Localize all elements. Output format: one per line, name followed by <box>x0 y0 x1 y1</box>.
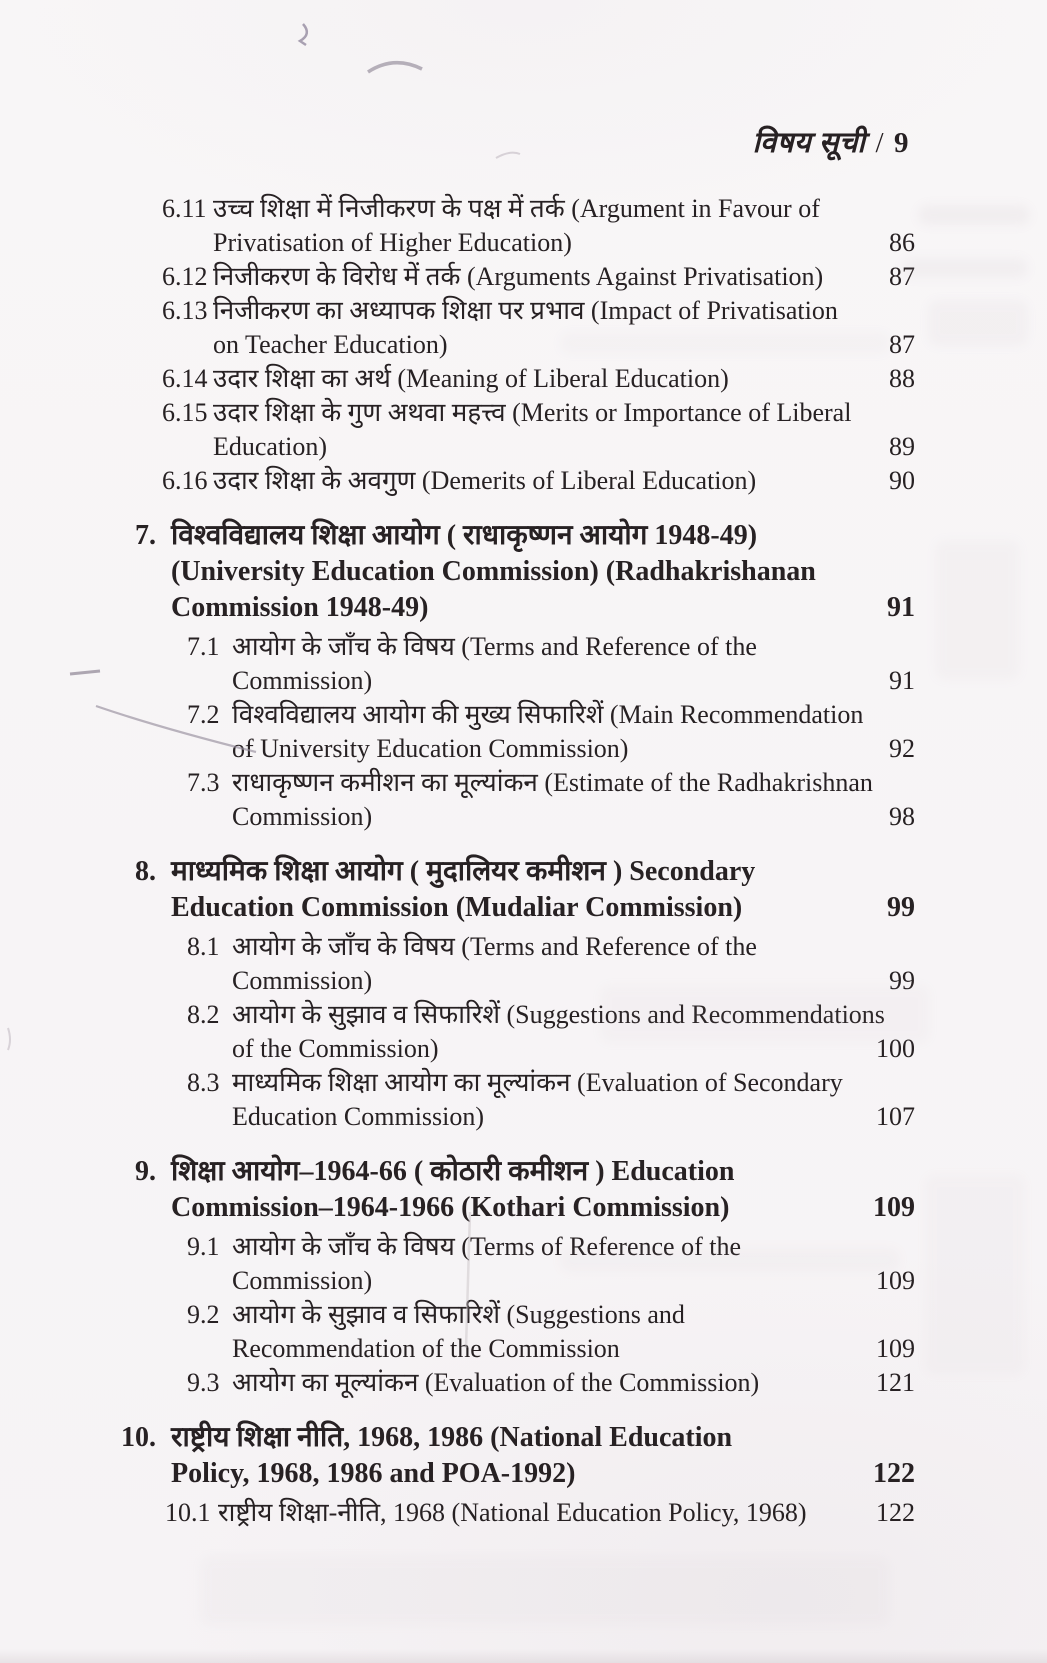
toc-entry-8.2 <box>135 998 915 1066</box>
toc-entry-8.1 <box>135 930 915 998</box>
toc-entry-line: on Teacher Education) <box>213 330 448 359</box>
bleed-through-artifact <box>928 300 1028 346</box>
toc-entry-6.11 <box>135 192 915 260</box>
toc-entry-line: माध्यमिक शिक्षा आयोग का मूल्यांकन (Evaluation of Secondary <box>232 1068 843 1097</box>
toc-entry-number: 7.2 <box>187 700 220 729</box>
toc-entry-6.12 <box>135 260 915 294</box>
toc-entry-page: 88 <box>889 364 915 393</box>
bleed-through-artifact <box>200 1556 890 1626</box>
toc-entry-line: उदार शिक्षा का अर्थ (Meaning of Liberal Education) <box>213 364 729 393</box>
toc-entry-7.3 <box>135 766 915 834</box>
running-head <box>752 122 909 161</box>
toc-entry-line: निजीकरण के विरोध में तर्क (Arguments Against Privatisation) <box>213 262 824 291</box>
toc-entry-line: विश्वविद्यालय आयोग की मुख्य सिफारिशें (Main Recommendation <box>232 700 864 729</box>
toc-entry-number: 8.3 <box>187 1068 220 1097</box>
toc-entry-number: 8. <box>135 856 156 887</box>
toc-entry-line: (University Education Commission) (Radhakrishanan <box>171 556 816 587</box>
toc-entry-number: 6.15 <box>162 398 208 427</box>
toc-entry-number: 9. <box>135 1156 156 1187</box>
toc-entry-page: 121 <box>876 1368 915 1397</box>
toc-entry-line: Commission) <box>232 802 373 831</box>
toc-entry-page: 92 <box>889 734 915 763</box>
toc-entry-page: 99 <box>889 966 915 995</box>
toc-entry-line: Commission–1964-1966 (Kothari Commission) <box>171 1192 730 1223</box>
toc-entry-number: 7.1 <box>187 632 220 661</box>
toc-entry-page: 91 <box>889 666 915 695</box>
toc-entry-6.14 <box>135 362 915 396</box>
toc-entry-page: 87 <box>889 330 915 359</box>
toc-entry-number: 9.1 <box>187 1232 220 1261</box>
toc-entry-page: 107 <box>876 1102 915 1131</box>
toc-entry-line: उदार शिक्षा के गुण अथवा महत्त्व (Merits or Importance of Liberal <box>213 398 852 427</box>
bleed-through-artifact <box>935 540 1020 680</box>
toc-entry-7 <box>135 518 915 626</box>
toc-entry-line: Commission) <box>232 966 373 995</box>
toc-entry-line: Education) <box>213 432 328 461</box>
toc-entry-line: आयोग के सुझाव व सिफारिशें (Suggestions and <box>232 1300 685 1329</box>
toc-entry-line: Privatisation of Higher Education) <box>213 228 572 257</box>
toc-entry-line: Policy, 1968, 1986 and POA-1992) <box>171 1458 576 1489</box>
toc-list <box>121 192 915 1530</box>
toc-entry-line: राधाकृष्णन कमीशन का मूल्यांकन (Estimate of the Radhakrishnan <box>232 768 873 797</box>
toc-entry-line: उच्च शिक्षा में निजीकरण के पक्ष में तर्क (Argument in Favour of <box>213 194 820 223</box>
toc-entry-number: 6.11 <box>162 194 207 223</box>
toc-entry-page: 87 <box>889 262 915 291</box>
toc-entry-6.13 <box>135 294 915 362</box>
toc-entry-line: आयोग के जाँच के विषय (Terms of Reference of the <box>232 1232 741 1261</box>
bleed-through-artifact <box>902 258 1028 278</box>
toc-entry-line: Education Commission (Mudaliar Commission) <box>171 892 743 923</box>
toc-entry-line: शिक्षा आयोग–1964-66 ( कोठारी कमीशन ) Education <box>171 1156 735 1187</box>
toc-entry-number: 10.1 <box>165 1498 211 1527</box>
toc-entry-page: 98 <box>889 802 915 831</box>
toc-entry-line: Recommendation of the Commission <box>232 1334 620 1363</box>
toc-entry-line: निजीकरण का अध्यापक शिक्षा पर प्रभाव (Impact of Privatisation <box>213 296 838 325</box>
toc-entry-number: 8.1 <box>187 932 220 961</box>
toc-entry-page: 91 <box>887 592 915 623</box>
toc-entry-line: राष्ट्रीय शिक्षा नीति, 1968, 1986 (National Education <box>171 1422 733 1453</box>
toc-entry-page: 99 <box>887 892 915 923</box>
toc-entry-9 <box>135 1154 915 1226</box>
toc-entry-line: उदार शिक्षा के अवगुण (Demerits of Liberal Education) <box>213 466 757 495</box>
toc-entry-10.1 <box>135 1496 915 1530</box>
toc-entry-line: आयोग के सुझाव व सिफारिशें (Suggestions and Recommendations <box>232 1000 885 1029</box>
toc-entry-number: 9.3 <box>187 1368 220 1397</box>
toc-entry-line: of University Education Commission) <box>232 734 629 763</box>
toc-entry-line: Commission 1948-49) <box>171 592 429 623</box>
toc-entry-line: विश्वविद्यालय शिक्षा आयोग ( राधाकृष्णन आयोग 1948-49) <box>171 520 758 551</box>
toc-entry-page: 122 <box>873 1458 915 1489</box>
bleed-through-artifact <box>925 1175 1025 1375</box>
toc-entry-line: Education Commission) <box>232 1102 485 1131</box>
toc-entry-page: 109 <box>873 1192 915 1223</box>
toc-entry-number: 6.16 <box>162 466 208 495</box>
toc-entry-line: Commission) <box>232 1266 373 1295</box>
running-head-title: विषय सूची <box>752 127 866 159</box>
toc-entry-page: 109 <box>876 1266 915 1295</box>
toc-entry-page: 90 <box>889 466 915 495</box>
toc-entry-8 <box>135 854 915 926</box>
toc-entry-number: 7.3 <box>187 768 220 797</box>
toc-entry-7.2 <box>135 698 915 766</box>
toc-entry-6.15 <box>135 396 915 464</box>
toc-entry-line: राष्ट्रीय शिक्षा-नीति, 1968 (National Education Policy, 1968) <box>218 1498 807 1527</box>
running-head-page-number: 9 <box>894 127 909 159</box>
toc-entry-page: 89 <box>889 432 915 461</box>
running-head-separator: / <box>875 127 884 159</box>
toc-entry-page: 100 <box>876 1034 915 1063</box>
bleed-through-artifact <box>918 205 1030 225</box>
toc-entry-number: 7. <box>135 520 156 551</box>
toc-entry-7.1 <box>135 630 915 698</box>
toc-entry-page: 122 <box>876 1498 915 1527</box>
toc-entry-number: 6.13 <box>162 296 208 325</box>
toc-entry-page: 109 <box>876 1334 915 1363</box>
page-bottom-edge-shadow <box>0 1649 1047 1663</box>
toc-entry-number: 9.2 <box>187 1300 220 1329</box>
toc-entry-number: 6.14 <box>162 364 208 393</box>
toc-entry-page: 86 <box>889 228 915 257</box>
toc-entry-6.16 <box>135 464 915 498</box>
toc-entry-9.2 <box>135 1298 915 1366</box>
toc-entry-line: आयोग के जाँच के विषय (Terms and Reference of the <box>232 632 757 661</box>
toc-entry-number: 6.12 <box>162 262 208 291</box>
toc-entry-number: 8.2 <box>187 1000 220 1029</box>
toc-entry-line: of the Commission) <box>232 1034 439 1063</box>
toc-entry-9.1 <box>135 1230 915 1298</box>
toc-entry-line: माध्यमिक शिक्षा आयोग ( मुदालियर कमीशन ) Secondary <box>171 856 756 887</box>
toc-entry-line: Commission) <box>232 666 373 695</box>
toc-entry-10 <box>121 1420 915 1492</box>
toc-entry-line: आयोग के जाँच के विषय (Terms and Reference of the <box>232 932 757 961</box>
toc-entry-8.3 <box>135 1066 915 1134</box>
toc-entry-line: आयोग का मूल्यांकन (Evaluation of the Commission) <box>232 1368 760 1397</box>
toc-entry-9.3 <box>135 1366 915 1400</box>
toc-entry-number: 10. <box>121 1422 156 1453</box>
